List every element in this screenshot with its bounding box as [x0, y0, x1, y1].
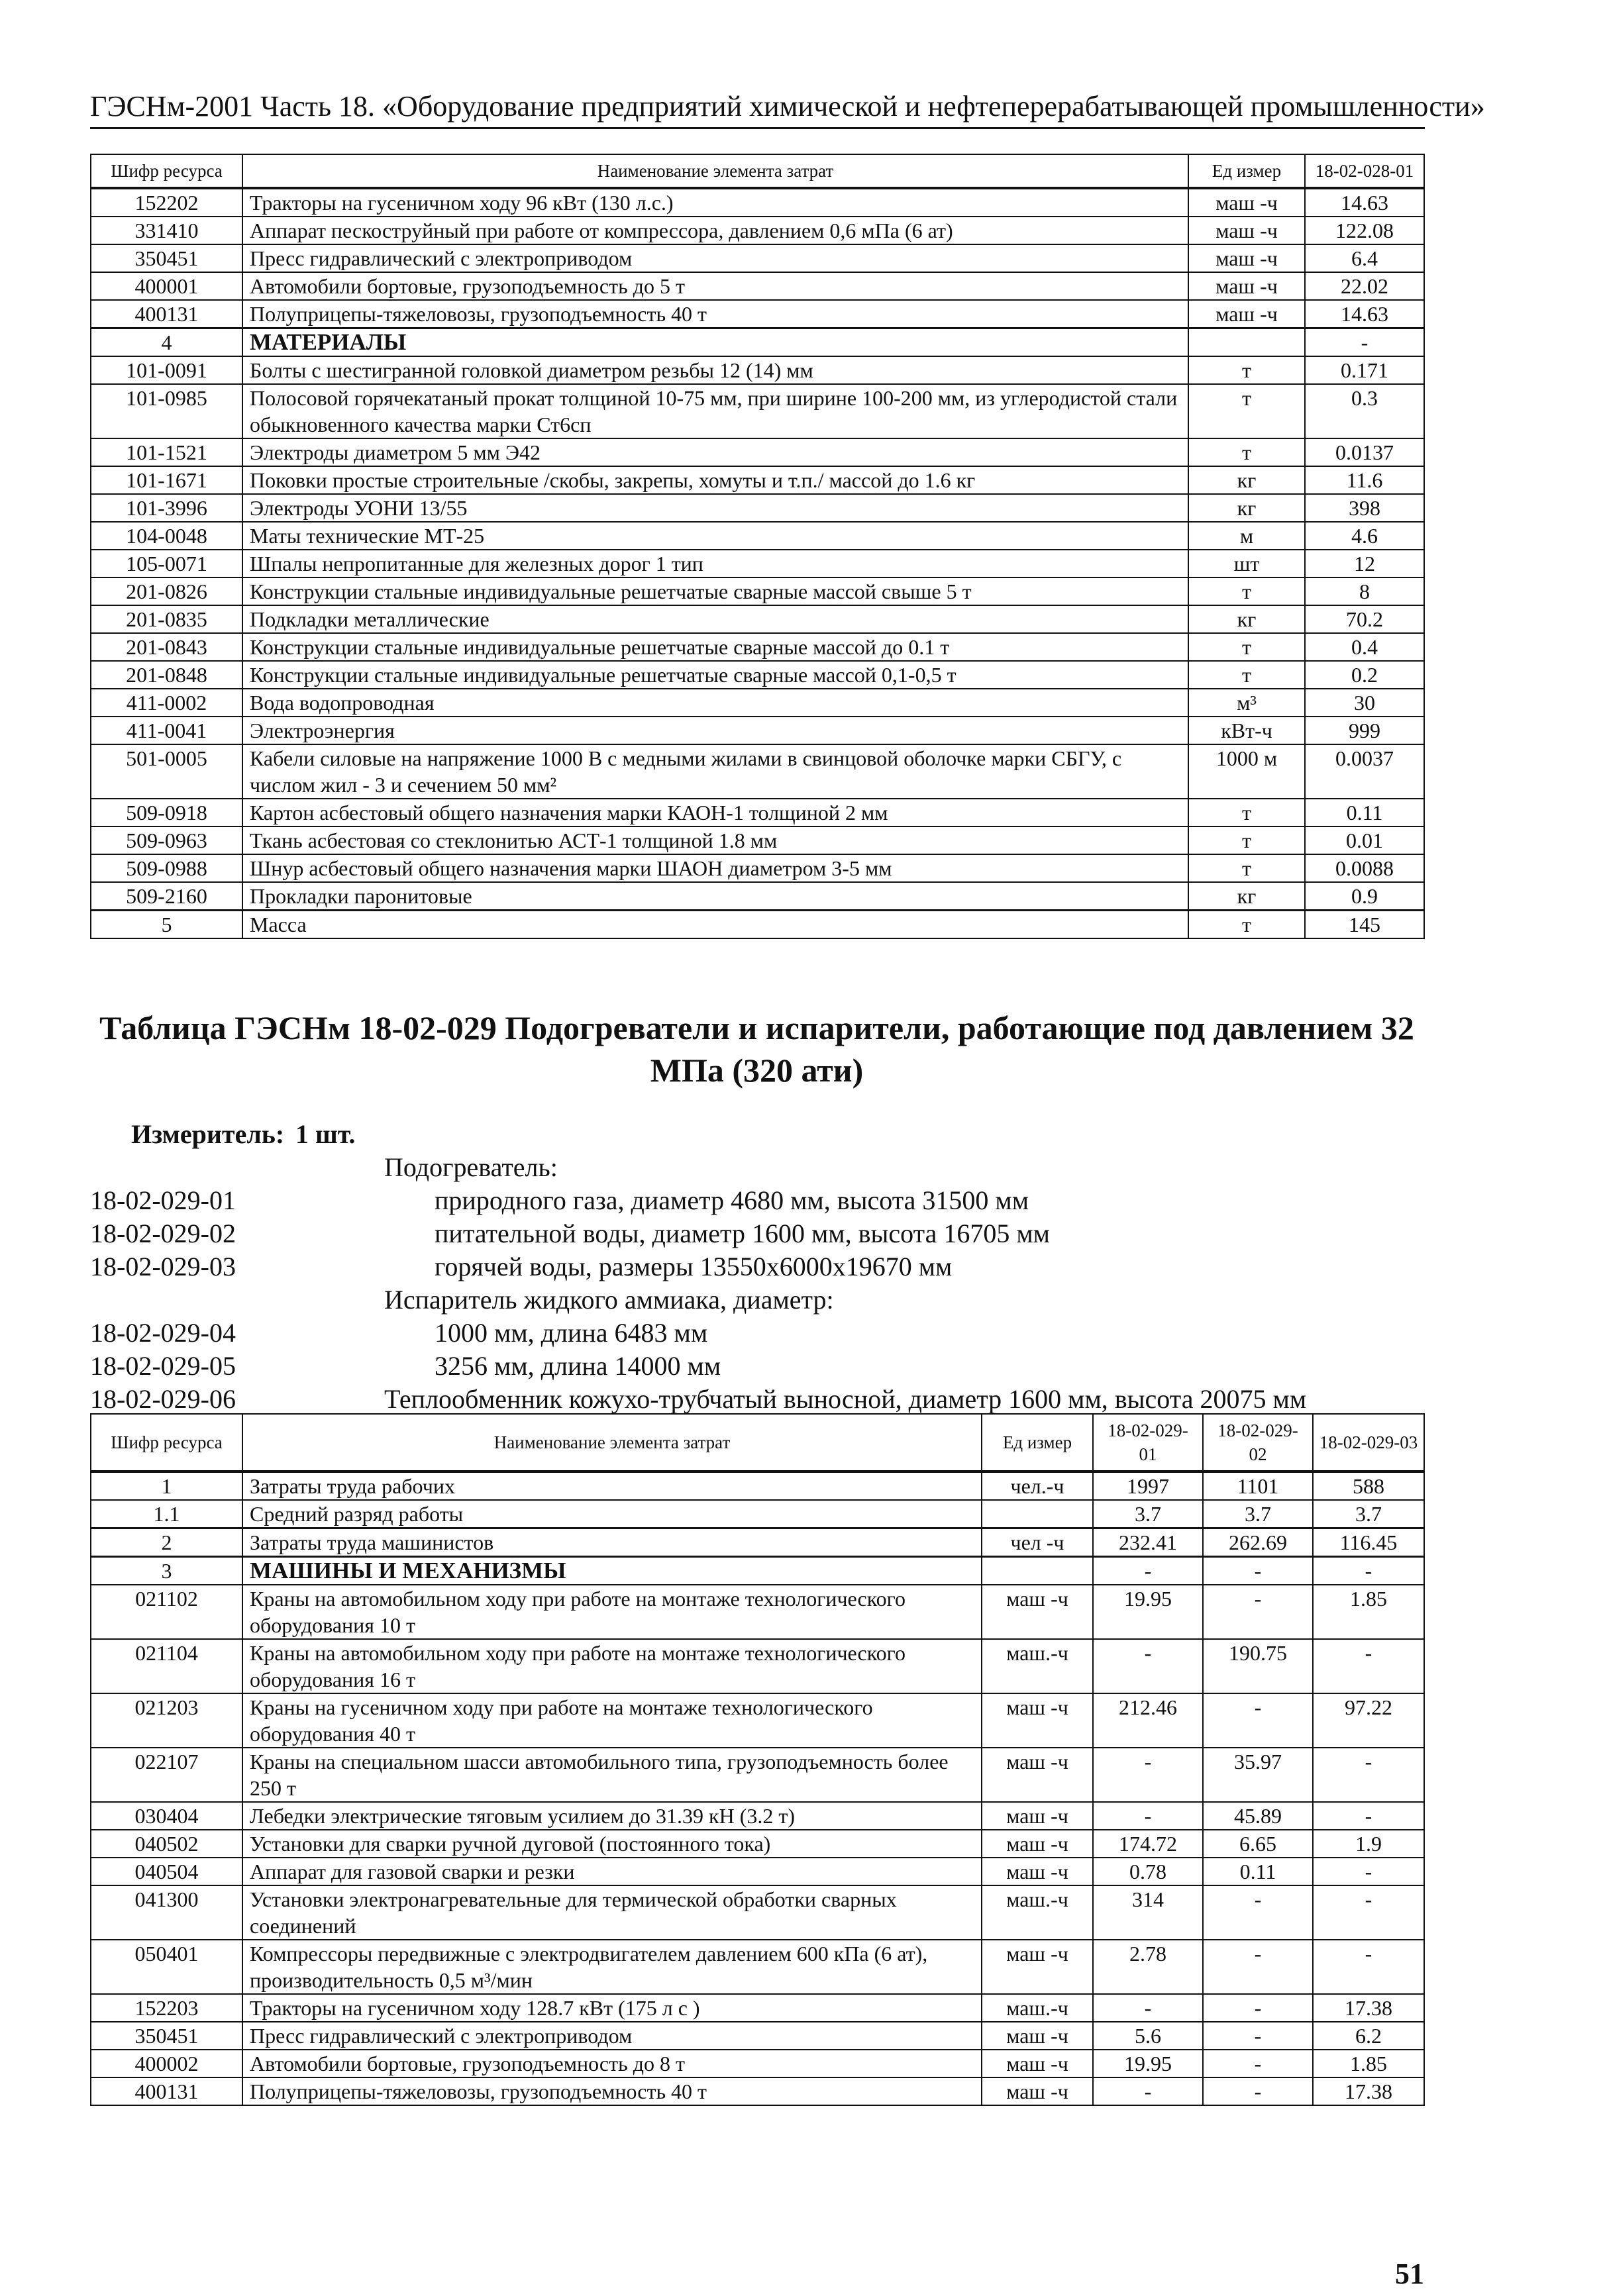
resource-value-1: -: [1093, 1802, 1203, 1830]
resource-name: Полуприцепы-тяжеловозы, грузоподъемность 40 т: [242, 2077, 982, 2105]
resource-name: Полосовой горячекатаный прокат толщиной 10-75 мм, при ширине 100-200 мм, из углеродистой стали обыкновенного качества марки Ст6сп: [242, 384, 1188, 438]
resource-name: Автомобили бортовые, грузоподъемность до 8 т: [242, 2050, 982, 2077]
resource-code: 030404: [91, 1802, 242, 1830]
resource-unit: шт: [1188, 550, 1305, 577]
header-col-3: 18-02-029-03: [1313, 1414, 1424, 1472]
norm-code: 18-02-029-02: [90, 1219, 236, 1248]
resource-value-3: 116.45: [1313, 1528, 1424, 1557]
resource-name: Аппарат пескоструйный при работе от компрессора, давлением 0,6 мПа (6 ат): [242, 217, 1188, 244]
resource-name: Краны на автомобильном ходу при работе на монтаже технологического оборудования 10 т: [242, 1585, 982, 1639]
resource-name: МАТЕРИАЛЫ: [242, 328, 1188, 357]
resource-name: Пресс гидравлический с электроприводом: [242, 244, 1188, 272]
resource-unit: маш -ч: [982, 2077, 1093, 2105]
resource-name: Тракторы на гусеничном ходу 96 кВт (130 л.с.): [242, 188, 1188, 217]
resource-value-1: -: [1093, 1557, 1203, 1585]
resource-code: 101-3996: [91, 494, 242, 522]
table-row: [91, 356, 1424, 384]
resource-value: 30: [1305, 689, 1424, 717]
resource-code: 1.1: [91, 1500, 242, 1528]
resource-code: 022107: [91, 1748, 242, 1802]
resource-value: 0.171: [1305, 356, 1424, 384]
norm-description: Теплообменник кожухо-трубчатый выносной, диаметр 1600 мм, высота 20075 мм: [384, 1384, 1307, 1414]
table-row: [91, 300, 1424, 328]
resource-value-2: -: [1203, 1885, 1313, 1940]
resource-value: 145: [1305, 911, 1424, 939]
table-row: [91, 1748, 1424, 1802]
resource-unit: маш -ч: [982, 1940, 1093, 1994]
resource-value: 999: [1305, 717, 1424, 744]
resource-value: 0.01: [1305, 826, 1424, 854]
resource-value-3: -: [1313, 1885, 1424, 1940]
table-row: [91, 1830, 1424, 1858]
table-row: [91, 1885, 1424, 1940]
resource-unit: маш -ч: [1188, 272, 1305, 300]
resource-name: Краны на автомобильном ходу при работе на монтаже технологического оборудования 16 т: [242, 1639, 982, 1693]
table-row: [91, 854, 1424, 882]
resource-value-2: -: [1203, 1994, 1313, 2022]
table-row: [91, 1693, 1424, 1748]
resource-value-2: 0.11: [1203, 1858, 1313, 1885]
table-row: [91, 2022, 1424, 2050]
resource-name: Электроды УОНИ 13/55: [242, 494, 1188, 522]
resource-unit: маш.-ч: [982, 1994, 1093, 2022]
resource-value-1: 3.7: [1093, 1500, 1203, 1528]
resource-value-3: 97.22: [1313, 1693, 1424, 1748]
norm-description: природного газа, диаметр 4680 мм, высота 31500 мм: [435, 1185, 1029, 1215]
resource-code: 101-1521: [91, 438, 242, 466]
resource-code: 509-2160: [91, 882, 242, 911]
resource-value: 12: [1305, 550, 1424, 577]
resource-value-1: 174.72: [1093, 1830, 1203, 1858]
table-row: [91, 466, 1424, 494]
resource-value-2: 262.69: [1203, 1528, 1313, 1557]
resource-name: Конструкции стальные индивидуальные решетчатые сварные массой 0,1-0,5 т: [242, 661, 1188, 689]
table-header-row: [91, 154, 1424, 188]
resource-name: Тракторы на гусеничном ходу 128.7 кВт (175 л с ): [242, 1994, 982, 2022]
norm-description: горячей воды, размеры 13550х6000х19670 мм: [435, 1252, 953, 1281]
resource-value: 14.63: [1305, 300, 1424, 328]
resource-code: 201-0826: [91, 577, 242, 605]
header-code: Шифр ресурса: [91, 1414, 242, 1472]
resource-code: 021104: [91, 1639, 242, 1693]
resource-code: 152202: [91, 188, 242, 217]
resource-code: 400131: [91, 300, 242, 328]
norm-item: [90, 1350, 1415, 1383]
resource-name: Краны на гусеничном ходу при работе на монтаже технологического оборудования 40 т: [242, 1693, 982, 1748]
resource-name: Маты технические МТ-25: [242, 522, 1188, 550]
group-label: Подогреватель:: [384, 1152, 558, 1182]
norm-code: 18-02-029-03: [90, 1252, 236, 1281]
resource-unit: т: [1188, 799, 1305, 826]
resource-name: Электроды диаметром 5 мм Э42: [242, 438, 1188, 466]
table-row: [91, 882, 1424, 911]
page-header: ГЭСНм-2001 Часть 18. «Оборудование предприятий химической и нефтеперерабатывающей промышленности»: [90, 87, 1425, 129]
resource-value-1: -: [1093, 1994, 1203, 2022]
resource-unit: кг: [1188, 605, 1305, 633]
table-row: [91, 1639, 1424, 1693]
resource-unit: кг: [1188, 882, 1305, 911]
resource-unit: т: [1188, 661, 1305, 689]
resource-value: 0.0037: [1305, 744, 1424, 799]
resource-value-3: -: [1313, 1748, 1424, 1802]
header-col-1: 18-02-029-01: [1093, 1414, 1203, 1472]
resource-value-1: 5.6: [1093, 2022, 1203, 2050]
resource-code: 3: [91, 1557, 242, 1585]
resource-value-1: 314: [1093, 1885, 1203, 1940]
resource-unit: т: [1188, 384, 1305, 438]
resource-name: Полуприцепы-тяжеловозы, грузоподъемность 40 т: [242, 300, 1188, 328]
resource-name: Электроэнергия: [242, 717, 1188, 744]
section-row: [91, 328, 1424, 357]
resource-value: 0.3: [1305, 384, 1424, 438]
resource-unit: кг: [1188, 466, 1305, 494]
resource-value: 0.9: [1305, 882, 1424, 911]
resource-code: 040504: [91, 1858, 242, 1885]
header-unit: Ед измер: [1188, 154, 1305, 188]
resource-code: 101-1671: [91, 466, 242, 494]
meter-row: [90, 1118, 1415, 1151]
resource-name: Краны на специальном шасси автомобильного типа, грузоподъемность более 250 т: [242, 1748, 982, 1802]
resource-code: 041300: [91, 1885, 242, 1940]
section-row: [91, 1557, 1424, 1585]
resource-name: Установки электронагревательные для термической обработки сварных соединений: [242, 1885, 982, 1940]
table-row: [91, 1528, 1424, 1557]
table-row: [91, 384, 1424, 438]
table-row: [91, 522, 1424, 550]
meter-unit: 1 шт.: [295, 1119, 356, 1149]
resource-name: Средний разряд работы: [242, 1500, 982, 1528]
resource-value-1: 1997: [1093, 1472, 1203, 1500]
resource-value: 0.2: [1305, 661, 1424, 689]
resource-value: 398: [1305, 494, 1424, 522]
table-row: [91, 550, 1424, 577]
resource-value-2: 1101: [1203, 1472, 1313, 1500]
resource-value: 4.6: [1305, 522, 1424, 550]
resource-unit: [982, 1500, 1093, 1528]
resource-name: Затраты труда машинистов: [242, 1528, 982, 1557]
resource-code: 2: [91, 1528, 242, 1557]
table-row: [91, 799, 1424, 826]
table-row: [91, 1802, 1424, 1830]
resource-value: -: [1305, 328, 1424, 357]
resource-value-2: 45.89: [1203, 1802, 1313, 1830]
header-col-2: 18-02-029-02: [1203, 1414, 1313, 1472]
table-row: [91, 661, 1424, 689]
resource-code: 509-0963: [91, 826, 242, 854]
norm-code: 18-02-029-01: [90, 1185, 236, 1215]
table-row: [91, 1940, 1424, 1994]
page-number: 51: [1395, 2258, 1424, 2290]
resource-name: Болты с шестигранной головкой диаметром резьбы 12 (14) мм: [242, 356, 1188, 384]
resource-value-2: -: [1203, 1693, 1313, 1748]
resource-unit: т: [1188, 633, 1305, 661]
resource-value: 11.6: [1305, 466, 1424, 494]
resource-name: Шпалы непропитанные для железных дорог 1 тип: [242, 550, 1188, 577]
resource-unit: маш -ч: [1188, 300, 1305, 328]
resource-unit: маш -ч: [982, 1585, 1093, 1639]
norm-item: [90, 1217, 1415, 1250]
resource-value-3: 588: [1313, 1472, 1424, 1500]
resource-code: 1: [91, 1472, 242, 1500]
resource-code: 101-0985: [91, 384, 242, 438]
resource-code: 400131: [91, 2077, 242, 2105]
table-row: [91, 2077, 1424, 2105]
resource-value-2: -: [1203, 2077, 1313, 2105]
resource-unit: т: [1188, 356, 1305, 384]
table-row: [91, 1994, 1424, 2022]
resource-name: Конструкции стальные индивидуальные решетчатые сварные массой свыше 5 т: [242, 577, 1188, 605]
table-row: [91, 1500, 1424, 1528]
resource-code: 201-0843: [91, 633, 242, 661]
resource-code: 509-0918: [91, 799, 242, 826]
norm-item: [90, 1317, 1415, 1350]
resource-value-2: -: [1203, 1940, 1313, 1994]
resource-unit: т: [1188, 826, 1305, 854]
resource-value-1: 19.95: [1093, 2050, 1203, 2077]
table-row: [91, 577, 1424, 605]
resource-name: Прокладки паронитовые: [242, 882, 1188, 911]
resource-value-3: 17.38: [1313, 1994, 1424, 2022]
resource-unit: т: [1188, 911, 1305, 939]
resource-unit: маш.-ч: [982, 1639, 1093, 1693]
resource-name: Пресс гидравлический с электроприводом: [242, 2022, 982, 2050]
resource-table-18-02-029: [90, 1413, 1425, 2106]
resource-name: Ткань асбестовая со стеклонитью АСТ-1 толщиной 1.8 мм: [242, 826, 1188, 854]
resource-code: 509-0988: [91, 854, 242, 882]
resource-unit: [1188, 328, 1305, 357]
resource-code: 350451: [91, 244, 242, 272]
resource-value-1: 0.78: [1093, 1858, 1203, 1885]
table-header-row: [91, 1414, 1424, 1472]
resource-value-2: -: [1203, 2050, 1313, 2077]
resource-code: 400001: [91, 272, 242, 300]
resource-value-1: -: [1093, 1639, 1203, 1693]
table-row: [91, 717, 1424, 744]
norm-item: [90, 1250, 1415, 1283]
resource-value: 22.02: [1305, 272, 1424, 300]
resource-value-3: -: [1313, 1940, 1424, 1994]
resource-name: Автомобили бортовые, грузоподъемность до 5 т: [242, 272, 1188, 300]
resource-value-2: 35.97: [1203, 1748, 1313, 1802]
resource-code: 411-0041: [91, 717, 242, 744]
resource-code: 104-0048: [91, 522, 242, 550]
resource-value-3: 1.9: [1313, 1830, 1424, 1858]
resource-name: Шнур асбестовый общего назначения марки ШАОН диаметром 3-5 мм: [242, 854, 1188, 882]
resource-value: 122.08: [1305, 217, 1424, 244]
norm-item: [90, 1383, 1415, 1416]
resource-value-2: 6.65: [1203, 1830, 1313, 1858]
resource-code: 201-0835: [91, 605, 242, 633]
norm-description: питательной воды, диаметр 1600 мм, высота 16705 мм: [435, 1219, 1050, 1248]
group-heading: [90, 1283, 1415, 1317]
table-row: [91, 494, 1424, 522]
resource-value-1: -: [1093, 1748, 1203, 1802]
resource-unit: маш -ч: [982, 1830, 1093, 1858]
table-row: [91, 1472, 1424, 1500]
resource-value: 14.63: [1305, 188, 1424, 217]
header-unit: Ед измер: [982, 1414, 1093, 1472]
resource-unit: маш -ч: [982, 1748, 1093, 1802]
resource-unit: м: [1188, 522, 1305, 550]
table-row: [91, 633, 1424, 661]
resource-unit: 1000 м: [1188, 744, 1305, 799]
norm-description: 3256 мм, длина 14000 мм: [435, 1351, 721, 1381]
resource-value-3: -: [1313, 1639, 1424, 1693]
table-row: [91, 1858, 1424, 1885]
resource-unit: маш.-ч: [982, 1885, 1093, 1940]
table-row: [91, 911, 1424, 939]
resource-name: Масса: [242, 911, 1188, 939]
resource-value-3: 6.2: [1313, 2022, 1424, 2050]
resource-unit: маш -ч: [982, 1802, 1093, 1830]
resource-name: Поковки простые строительные /скобы, закрепы, хомуты и т.п./ массой до 1.6 кг: [242, 466, 1188, 494]
resource-value: 0.0088: [1305, 854, 1424, 882]
resource-unit: [982, 1557, 1093, 1585]
resource-value-1: -: [1093, 2077, 1203, 2105]
resource-value: 0.11: [1305, 799, 1424, 826]
header-col: 18-02-028-01: [1305, 154, 1424, 188]
resource-unit: кг: [1188, 494, 1305, 522]
meter-block: [90, 1118, 1415, 1416]
resource-value-3: -: [1313, 1858, 1424, 1885]
resource-unit: т: [1188, 854, 1305, 882]
resource-code: 101-0091: [91, 356, 242, 384]
resource-code: 411-0002: [91, 689, 242, 717]
resource-name: Кабели силовые на напряжение 1000 В с медными жилами в свинцовой оболочке марки СБГУ, с числом жил - 3 и сечением 50 мм²: [242, 744, 1188, 799]
resource-code: 021102: [91, 1585, 242, 1639]
norm-item: [90, 1184, 1415, 1217]
resource-code: 400002: [91, 2050, 242, 2077]
resource-value-3: 3.7: [1313, 1500, 1424, 1528]
resource-value-2: -: [1203, 1585, 1313, 1639]
table-row: [91, 826, 1424, 854]
resource-name: Конструкции стальные индивидуальные решетчатые сварные массой до 0.1 т: [242, 633, 1188, 661]
resource-value: 0.4: [1305, 633, 1424, 661]
norm-code: 18-02-029-06: [90, 1384, 236, 1414]
resource-unit: кВт-ч: [1188, 717, 1305, 744]
table-row: [91, 217, 1424, 244]
meter-label: Измеритель:: [131, 1119, 285, 1149]
resource-value-3: 17.38: [1313, 2077, 1424, 2105]
resource-value-3: -: [1313, 1557, 1424, 1585]
resource-unit: маш -ч: [982, 2050, 1093, 2077]
resource-name: МАШИНЫ И МЕХАНИЗМЫ: [242, 1557, 982, 1585]
norm-code: 18-02-029-04: [90, 1318, 236, 1348]
resource-unit: т: [1188, 577, 1305, 605]
resource-code: 5: [91, 911, 242, 939]
resource-value-2: 3.7: [1203, 1500, 1313, 1528]
resource-value-2: -: [1203, 1557, 1313, 1585]
resource-name: Лебедки электрические тяговым усилием до 31.39 кН (3.2 т): [242, 1802, 982, 1830]
resource-name: Картон асбестовый общего назначения марки КАОН-1 толщиной 2 мм: [242, 799, 1188, 826]
resource-table-18-02-028: [90, 154, 1425, 939]
resource-value-2: -: [1203, 2022, 1313, 2050]
resource-value-3: -: [1313, 1802, 1424, 1830]
resource-unit: маш -ч: [1188, 217, 1305, 244]
resource-name: Компрессоры передвижные с электродвигателем давлением 600 кПа (6 ат), производительность 0,5 м³/мин: [242, 1940, 982, 1994]
resource-value-1: 212.46: [1093, 1693, 1203, 1748]
resource-value-1: 232.41: [1093, 1528, 1203, 1557]
resource-value: 70.2: [1305, 605, 1424, 633]
norm-description: 1000 мм, длина 6483 мм: [435, 1318, 708, 1348]
resource-unit: маш -ч: [982, 1858, 1093, 1885]
resource-name: Вода водопроводная: [242, 689, 1188, 717]
resource-unit: маш -ч: [982, 1693, 1093, 1748]
header-name: Наименование элемента затрат: [242, 154, 1188, 188]
resource-code: 105-0071: [91, 550, 242, 577]
table-row: [91, 605, 1424, 633]
resource-value-2: 190.75: [1203, 1639, 1313, 1693]
resource-code: 021203: [91, 1693, 242, 1748]
resource-name: Аппарат для газовой сварки и резки: [242, 1858, 982, 1885]
resource-value: 0.0137: [1305, 438, 1424, 466]
resource-code: 4: [91, 328, 242, 357]
resource-unit: т: [1188, 438, 1305, 466]
resource-unit: м³: [1188, 689, 1305, 717]
resource-value-3: 1.85: [1313, 2050, 1424, 2077]
table-row: [91, 272, 1424, 300]
resource-code: 350451: [91, 2022, 242, 2050]
resource-name: Подкладки металлические: [242, 605, 1188, 633]
norm-code: 18-02-029-05: [90, 1351, 236, 1381]
resource-value-1: 2.78: [1093, 1940, 1203, 1994]
resource-value: 6.4: [1305, 244, 1424, 272]
resource-unit: чел.-ч: [982, 1472, 1093, 1500]
group-label: Испаритель жидкого аммиака, диаметр:: [384, 1285, 834, 1315]
table-row: [91, 1585, 1424, 1639]
resource-code: 040502: [91, 1830, 242, 1858]
resource-unit: маш -ч: [1188, 244, 1305, 272]
resource-code: 331410: [91, 217, 242, 244]
group-heading: [90, 1151, 1415, 1184]
resource-value: 8: [1305, 577, 1424, 605]
header-name: Наименование элемента затрат: [242, 1414, 982, 1472]
resource-value-1: 19.95: [1093, 1585, 1203, 1639]
header-code: Шифр ресурса: [91, 154, 242, 188]
resource-code: 201-0848: [91, 661, 242, 689]
resource-name: Затраты труда рабочих: [242, 1472, 982, 1500]
resource-unit: маш -ч: [1188, 188, 1305, 217]
resource-name: Установки для сварки ручной дуговой (постоянного тока): [242, 1830, 982, 1858]
resource-unit: чел -ч: [982, 1528, 1093, 1557]
resource-unit: маш -ч: [982, 2022, 1093, 2050]
table-row: [91, 744, 1424, 799]
table-row: [91, 438, 1424, 466]
resource-code: 152203: [91, 1994, 242, 2022]
resource-code: 050401: [91, 1940, 242, 1994]
table-row: [91, 689, 1424, 717]
table-row: [91, 244, 1424, 272]
resource-value-3: 1.85: [1313, 1585, 1424, 1639]
resource-code: 501-0005: [91, 744, 242, 799]
table-title: Таблица ГЭСНм 18-02-029 Подогреватели и испарители, работающие под давлением 32 МПа (320 ати): [99, 1009, 1414, 1089]
table-row: [91, 188, 1424, 217]
table-row: [91, 2050, 1424, 2077]
